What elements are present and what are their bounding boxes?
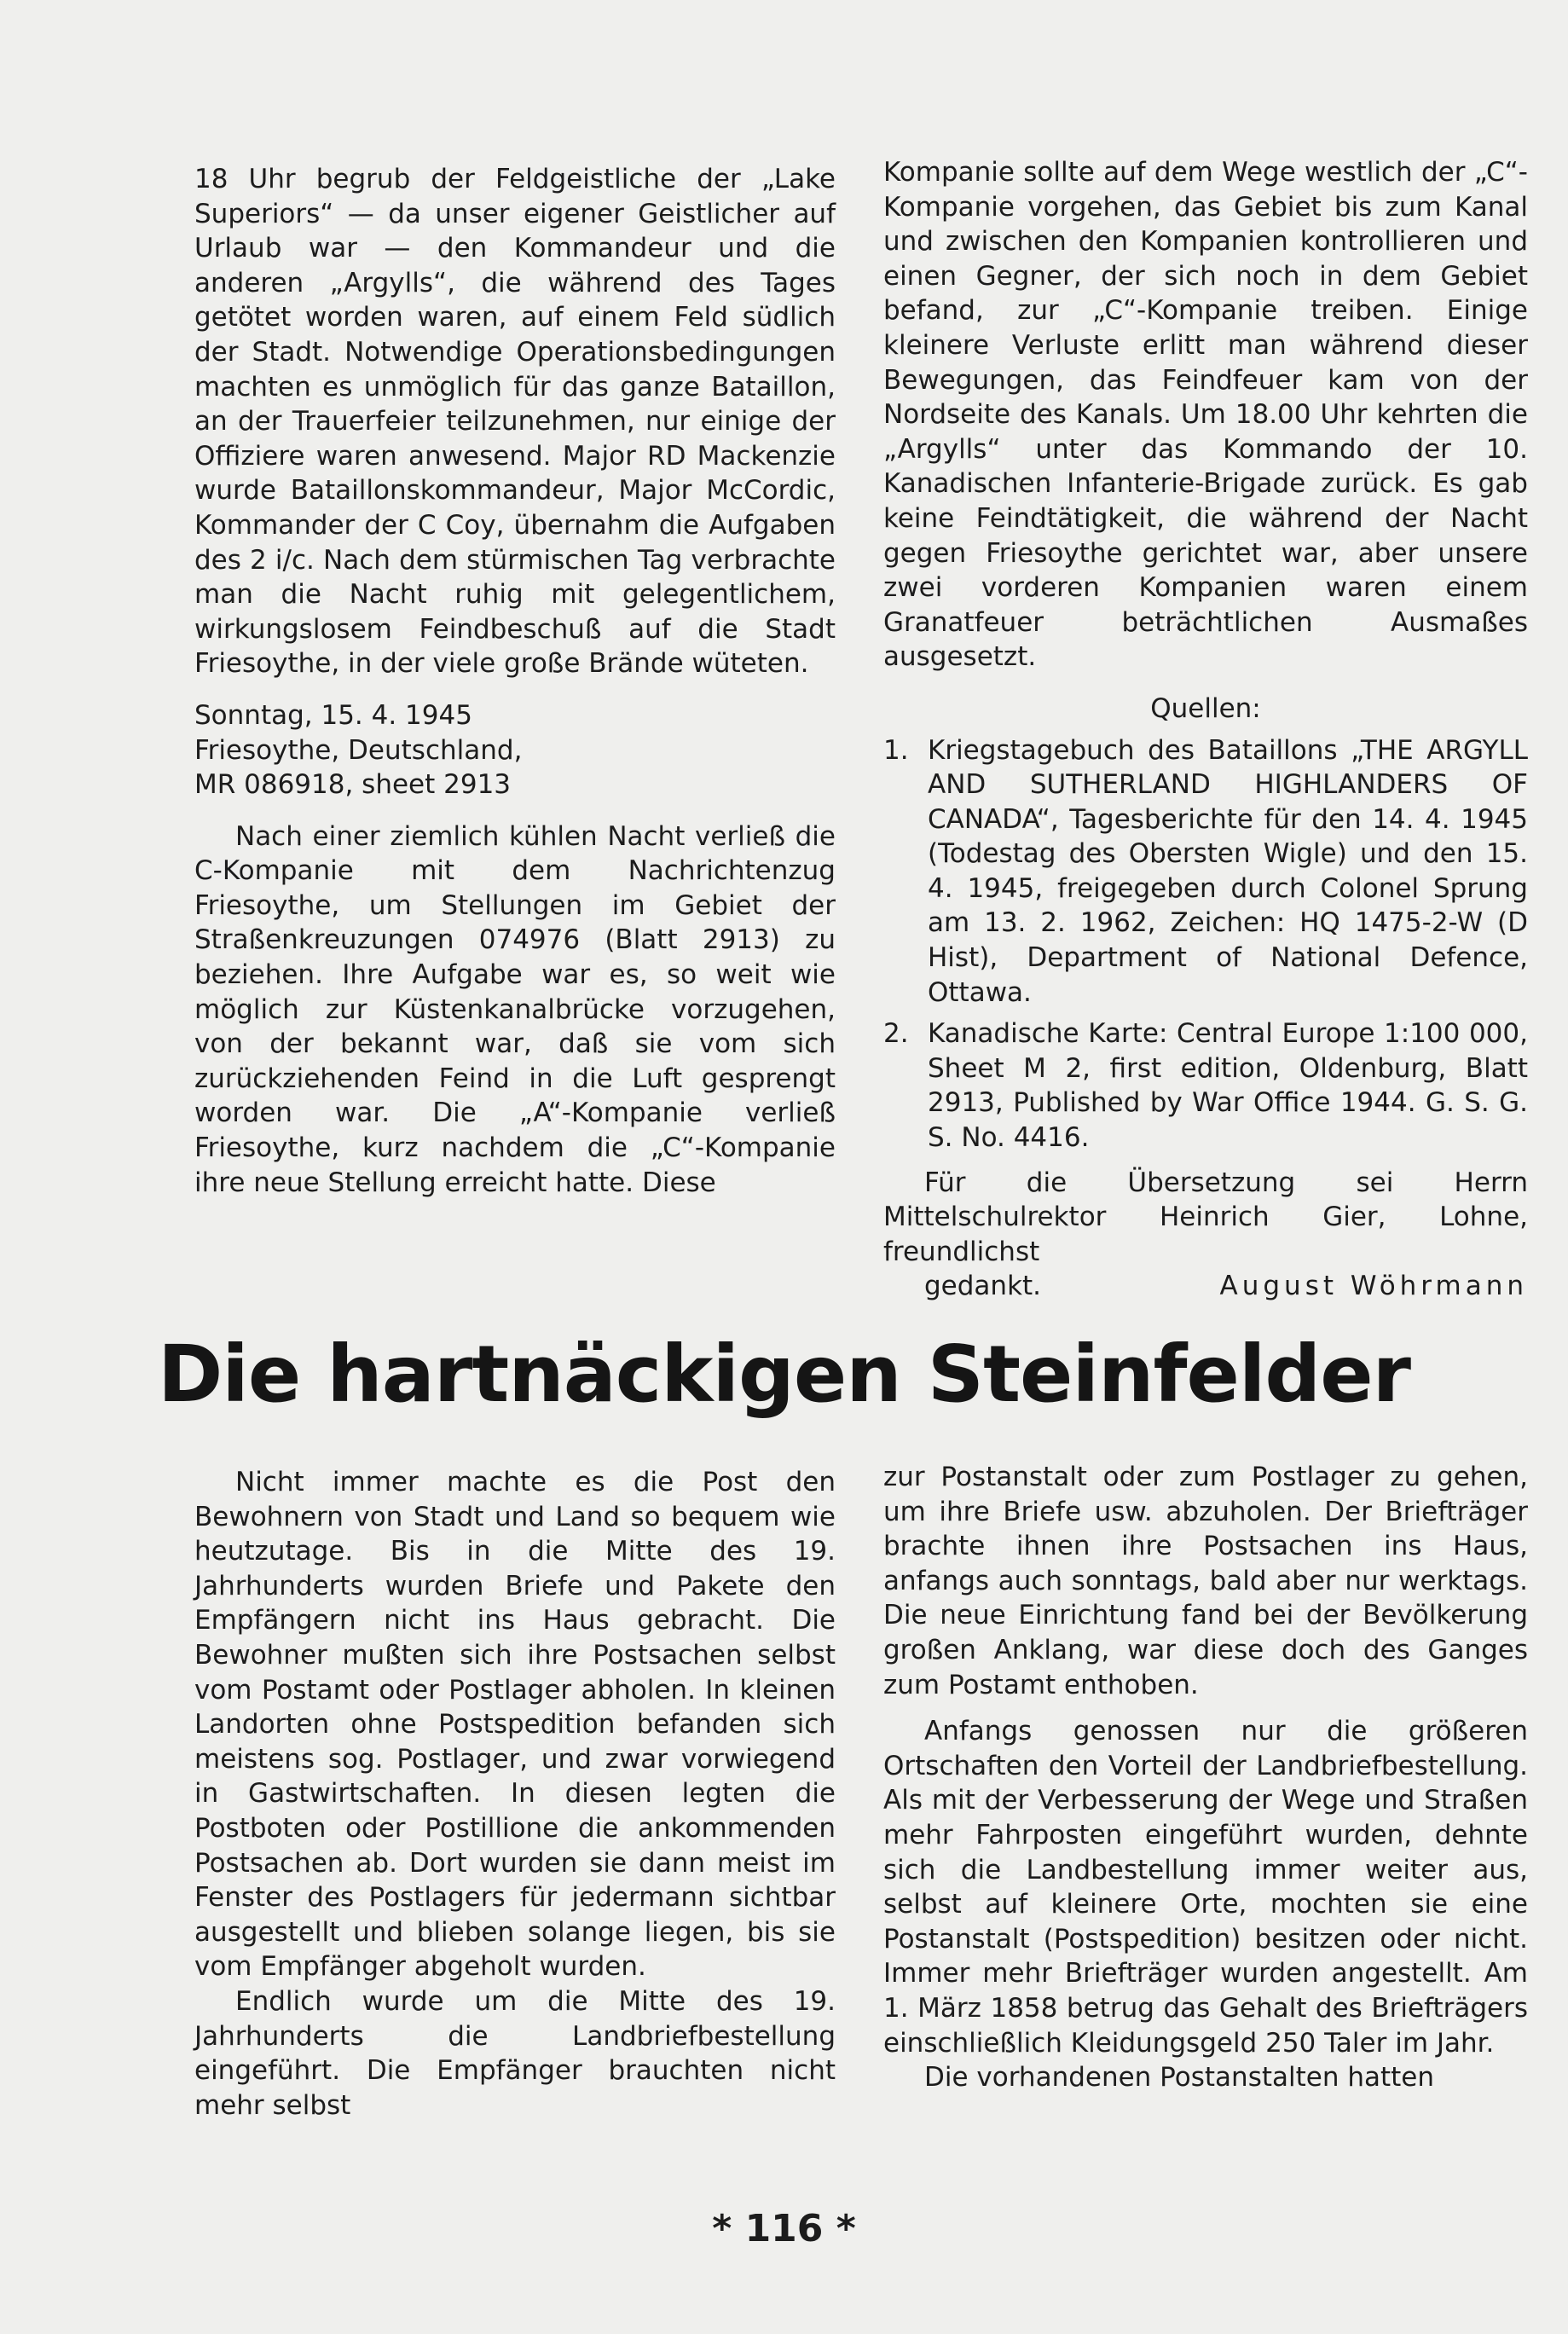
signature-line [883,1269,1528,1304]
acknowledgement-end: gedankt. [924,1271,1042,1302]
paragraph: Anfangs genossen nur die größeren Ortschaften den Vorteil der Landbriefbestellung. Als mit der Verbesserung der Wege und Straßen mehr Fahrposten eingeführt wurden, dehnte sich die Landbestellung immer weiter aus, selbst auf kleinere Orte, mochten sie eine Postanstalt (Postspedition) besitzen oder nicht. Immer mehr Briefträger wurden angestellt. Am 1. März 1858 betrug das Gehalt des Briefträgers einschließlich Kleidungsgeld 250 Taler im Jahr. [883,1716,1528,2059]
paragraph: Nach einer ziemlich kühlen Nacht verließ die C-Kompanie mit dem Nachrichtenzug Friesoythe, um Stellungen im Gebiet der Straßenkreuzungen 074976 (Blatt 2913) zu beziehen. Ihre Aufgabe war es, so weit wie möglich zur Küstenkanalbrücke vorzugehen, von der bekannt war, daß sie vom sich zurückziehenden Feind in die Luft gesprengt worden war. Die „A“-Kompanie verließ Friesoythe, kurz nachdem die „C“-Kompanie ihre neue Stellung erreicht hatte. Diese [194,820,836,1198]
place-line: Friesoythe, Deutschland, [194,734,523,766]
source-number: 1. [883,734,909,766]
paragraph: Nicht immer machte es die Post den Bewohnern von Stadt und Land so bequem wie heutzutage. Bis in die Mitte des 19. Jahrhunderts wurden Briefe und Pakete den Empfängern nicht ins Haus gebracht. Die Bewohner mußten sich ihre Postsachen selbst vom Postamt oder Postlager abholen. In kleinen Landorten ohne Postspedition befanden sich meistens sog. Postlager, und zwar vorwiegend in Gastwirtschaften. In diesen legten die Postboten oder Postillione die ankommenden Postsachen ab. Dort wurden sie dann meist im Fenster des Postlagers für jedermann sichtbar ausgestellt und blieben solange liegen, bis sie vom Empfänger abgeholt wurden. [194,1467,836,1983]
paragraph: Kompanie sollte auf dem Wege westlich der „C“-Kompanie vorgehen, das Gebiet bis zum Kanal und zwischen den Kompanien kontrollieren und einen Gegner, der sich noch in dem Gebiet befand, zur „C“-Kompanie treiben. Einige kleinere Verluste erlitt man während dieser Bewegungen, das Feindfeuer kam von der Nordseite des Kanals. Um 18.00 Uhr kehrten die „Argylls“ unter das Kommando der 10. Kanadischen Infanterie-Brigade zurück. Es gab keine Feindtätigkeit, die während der Nacht gegen Friesoythe gerichtet war, aber unsere zwei vorderen Kompanien waren einem Granatfeuer beträchtlichen Ausmaßes ausgesetzt. [883,157,1528,673]
page-number: * 116 * [712,2207,856,2250]
map-reference-line: MR 086918, sheet 2913 [194,769,512,801]
paragraph: Endlich wurde um die Mitte des 19. Jahrhunderts die Landbriefbestellung eingeführt. Die Empfänger brauchten nicht mehr selbst [194,1985,836,2121]
acknowledgement: Für die Übersetzung sei Herrn Mittelschulrektor Heinrich Gier, Lohne, freundlichst [883,1167,1528,1267]
paragraph: Die vorhandenen Postanstalten hatten [924,2062,1435,2094]
top-right-column [883,155,1528,1304]
sources-heading: Quellen: [1150,692,1261,724]
top-left-column [194,162,836,1200]
bottom-right-column [883,1460,1528,2095]
source-item [883,1016,1528,1155]
paragraph: zur Postanstalt oder zum Postlager zu gehen, um ihre Briefe usw. abzuholen. Der Briefträger brachte ihnen ihre Postsachen ins Haus, anfangs auch sonntags, bald aber nur werktags. Die neue Einrichtung fand bei der Bevölkerung großen Anklang, war diese doch des Ganges zum Postamt enthoben. [883,1462,1528,1700]
source-text: Kanadische Karte: Central Europe 1:100 000, Sheet M 2, first edition, Oldenburg, Blatt 2913, Published by War Office 1944. G. S. G. S. No. 4416. [928,1018,1528,1154]
source-item [883,733,1528,1011]
bottom-left-column [194,1465,836,2123]
date-line: Sonntag, 15. 4. 1945 [194,699,472,731]
article-title: Die hartnäckigen Steinfelder [157,1329,1411,1420]
author-name: August Wöhrmann [1219,1271,1528,1302]
source-text: Kriegstagebuch des Bataillons „THE ARGYLL AND SUTHERLAND HIGHLANDERS OF CANADA“, Tagesberichte für den 14. 4. 1945 (Todestag des Obersten Wigle) und den 15. 4. 1945, freigegeben durch Colonel Sprung am 13. 2. 1962, Zeichen: HQ 1475-2-W (D Hist), Department of National Defence, Ottawa. [928,734,1528,1008]
paragraph: 18 Uhr begrub der Feldgeistliche der „Lake Superiors“ — da unser eigener Geistlicher auf Urlaub war — den Kommandeur und die anderen „Argylls“, die während des Tages getötet worden waren, auf einem Feld südlich der Stadt. Notwendige Operationsbedingungen machten es unmöglich für das ganze Bataillon, an der Trauerfeier teilzunehmen, nur einige der Offiziere waren anwesend. Major RD Mackenzie wurde Bataillonskommandeur, Major McCordic, Kommander der C Coy, übernahm die Aufgaben des 2 i/c. Nach dem stürmischen Tag verbrachte man die Nacht ruhig mit gelegentlichem, wirkungslosem Feindbeschuß auf die Stadt Friesoythe, in der viele große Brände wüteten. [194,164,836,680]
source-number: 2. [883,1018,909,1050]
